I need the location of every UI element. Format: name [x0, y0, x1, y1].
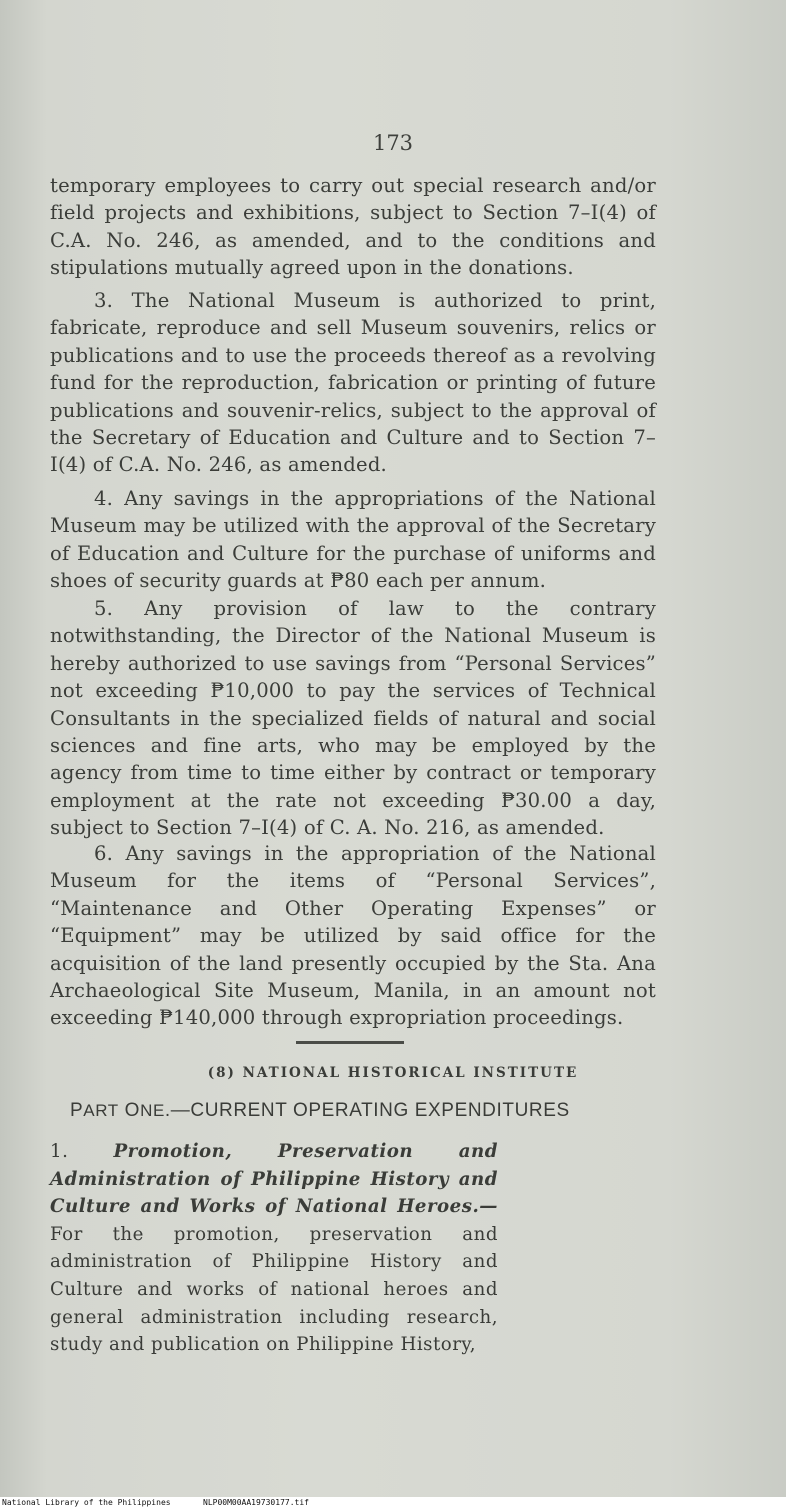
scan-footer	[0, 1497, 786, 1508]
section-divider	[296, 1041, 404, 1044]
part-label-initial: P	[70, 1100, 84, 1121]
section-heading: (8) NATIONAL HISTORICAL INSTITUTE	[207, 1065, 579, 1081]
part-label2-initial: O	[124, 1100, 141, 1121]
paragraph-5	[50, 595, 656, 842]
footer-library: National Library of the Philippines	[2, 1498, 171, 1507]
item-number: 1.	[50, 1141, 69, 1162]
part-heading	[70, 1100, 710, 1122]
paragraph-text: 5. Any provision of law to the contrary notwithstanding, the Director of the National Museum is hereby authorized to use savings from “Personal Services” not exceeding ₱10,000 to pay the services of Technical Consultants in the specialized fields of natural and social sciences and fine arts, who may be employed by the agency from time to time either by contract or temporary employment at the rate not exceeding ₱30.00 a day, subject to Section 7–I(4) of C. A. No. 216, as amended.	[50, 597, 656, 840]
paragraph-6	[50, 840, 656, 1032]
item-text: For the promotion, preservation and administration of Philippine History and Culture and works of national heroes and general administration including research, study and publication on Philippine History,	[50, 1223, 498, 1356]
part-title: .—CURRENT OPERATING EXPENDITURES	[164, 1100, 570, 1121]
paragraph-text: 3. The National Museum is authorized to print, fabricate, reproduce and sell Museum souvenirs, relics or publications and to use the proceeds thereof as a revolving fund for the reproduction, fabrication or printing of future publications and souvenir-relics, subject to the approval of the Secretary of Education and Culture and to Section 7–I(4) of C.A. No. 246, as amended.	[50, 289, 656, 477]
paragraph-continuation	[50, 172, 656, 282]
paragraph-text: 6. Any savings in the appropriation of the National Museum for the items of “Personal Services”, “Maintenance and Other Operating Expenses” or “Equipment” may be utilized by said office for the acquisition of the land presently occupied by the Sta. Ana Archaeological Site Museum, Manila, in an amount not exceeding ₱140,000 through expropriation proceedings.	[50, 842, 656, 1030]
part-label2-rest: NE	[140, 1101, 165, 1120]
footer-file: NLP00M00AA19730177.tif	[203, 1498, 309, 1507]
paragraph-4	[50, 485, 656, 595]
paragraph-3	[50, 287, 656, 479]
item-title: Promotion, Preservation and Administration of Philippine History and Culture and Works of National Heroes.—	[50, 1141, 498, 1218]
paragraph-text: 4. Any savings in the appropriations of the National Museum may be utilized with the approval of the Secretary of Education and Culture for the purchase of uniforms and shoes of security guards at ₱80 each per annum.	[50, 487, 656, 593]
item-1	[50, 1138, 498, 1359]
part-label-rest: ART	[83, 1101, 119, 1120]
page-number: 173	[372, 131, 414, 155]
paragraph-text: temporary employees to carry out special research and/or field projects and exhibitions, subject to Section 7–I(4) of C.A. No. 246, as amended, and to the conditions and stipulations mutually agreed upon in the donations.	[50, 174, 656, 280]
